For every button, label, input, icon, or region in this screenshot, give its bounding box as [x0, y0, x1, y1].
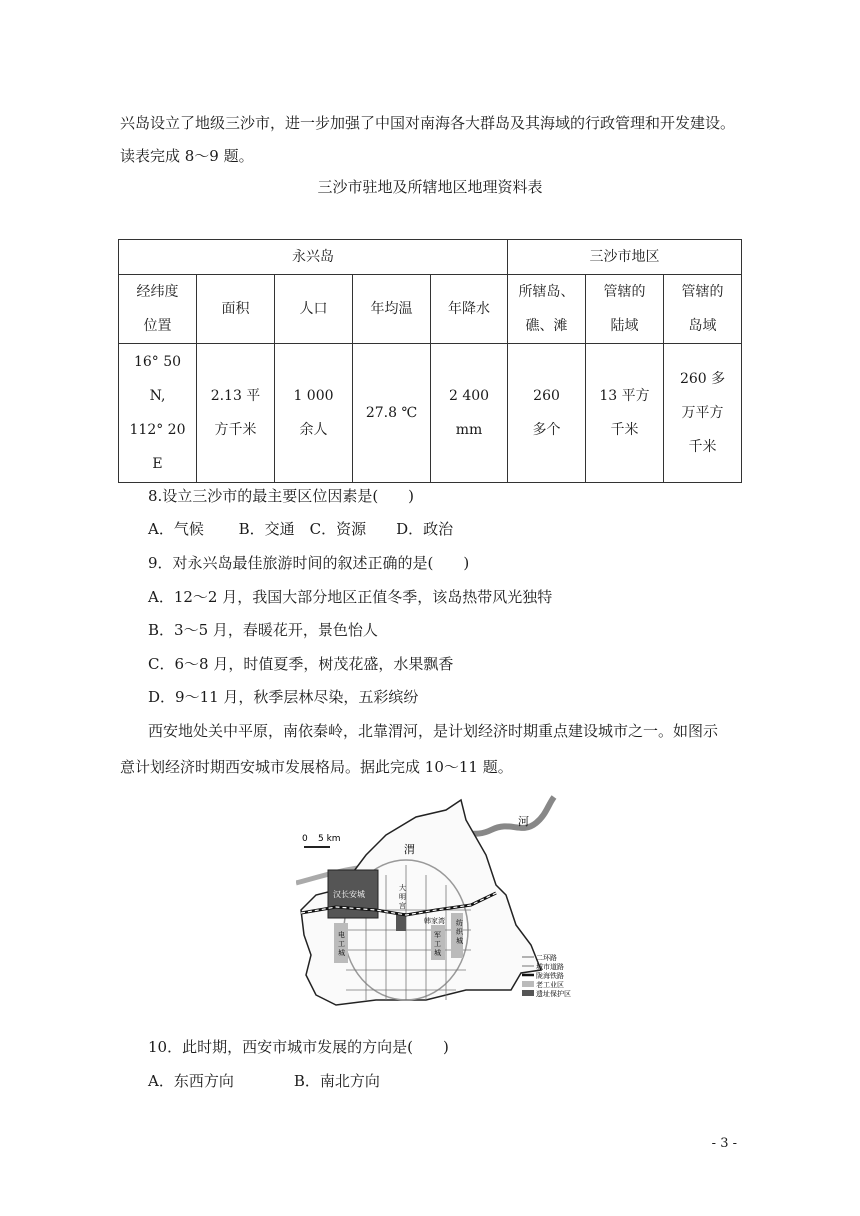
cell-islands: 260 多个 — [508, 344, 586, 483]
label-hanjiawan: 韩家湾 — [424, 917, 445, 925]
river-label-wei: 渭 — [404, 843, 415, 856]
scale-zero: 0 — [302, 834, 308, 844]
svg-text:纺: 纺 — [456, 919, 463, 927]
cell-precipitation: 2 400 mm — [431, 344, 508, 483]
col-header-temperature: 年均温 — [353, 275, 431, 344]
q10-options: A．东西方向 B．南北方向 — [148, 1072, 380, 1090]
river-label-he: 河 — [518, 815, 529, 828]
col-header-population: 人口 — [275, 275, 353, 344]
q9-option-a: A．12～2 月，我国大部分地区正值冬季，该岛热带风光独特 — [148, 588, 553, 606]
col-header-location: 经纬度 位置 — [119, 275, 197, 344]
col-header-land-area: 管辖的 陆域 — [586, 275, 664, 344]
table-title: 三沙市驻地及所辖地区地理资料表 — [317, 178, 543, 196]
q10-stem: 10．此时期，西安市城市发展的方向是( ) — [148, 1038, 449, 1056]
svg-text:城市道路: 城市道路 — [536, 963, 564, 971]
cell-population: 1 000 余人 — [275, 344, 353, 483]
svg-text:工: 工 — [434, 940, 441, 948]
svg-text:织: 织 — [456, 928, 463, 936]
svg-text:城: 城 — [434, 949, 441, 957]
svg-text:城: 城 — [456, 937, 463, 945]
col-header-area: 面积 — [197, 275, 275, 344]
svg-text:工: 工 — [338, 940, 345, 948]
intro-line-2: 读表完成 8～9 题。 — [120, 147, 254, 165]
q8-options: A．气候 B．交通 C．资源 D．政治 — [148, 520, 454, 538]
group-header-sansha: 三沙市地区 — [508, 240, 742, 275]
svg-text:电: 电 — [338, 931, 345, 939]
q9-option-d: D．9～11 月，秋季层林尽染，五彩缤纷 — [148, 688, 419, 706]
svg-text:二环路: 二环路 — [536, 954, 557, 962]
xian-intro-line-1: 西安地处关中平原，南依秦岭，北靠渭河，是计划经济时期重点建设城市之一。如图示 — [148, 722, 719, 740]
svg-text:明: 明 — [399, 893, 406, 901]
q9-stem: 9．对永兴岛最佳旅游时间的叙述正确的是( ) — [148, 554, 470, 572]
col-header-precipitation: 年降水 — [431, 275, 508, 344]
cell-location: 16° 50 N, 112° 20 E — [119, 344, 197, 483]
intro-line-1: 兴岛设立了地级三沙市，进一步加强了中国对南海各大群岛及其海域的行政管理和开发建设。 — [120, 114, 736, 132]
page-number: - 3 - — [711, 1136, 737, 1151]
svg-text:老工业区: 老工业区 — [536, 981, 564, 989]
q9-option-c: C．6～8 月，时值夏季，树茂花盛，水果飘香 — [148, 655, 454, 673]
scale-label: 5 km — [318, 834, 341, 844]
label-han-changan: 汉长安城 — [333, 890, 365, 899]
svg-text:大: 大 — [399, 884, 406, 892]
q9-option-b: B．3～5 月，春暖花开，景色怡人 — [148, 621, 378, 639]
cell-land-area: 13 平方 千米 — [586, 344, 664, 483]
svg-text:城: 城 — [338, 949, 345, 957]
cell-temperature: 27.8 ℃ — [353, 344, 431, 483]
svg-text:陇海铁路: 陇海铁路 — [536, 972, 564, 980]
xian-city-map — [296, 795, 576, 1015]
cell-area: 2.13 平 方千米 — [197, 344, 275, 483]
svg-text:宫: 宫 — [399, 902, 406, 910]
q8-stem: 8.设立三沙市的最主要区位因素是( ) — [148, 487, 415, 505]
col-header-islands: 所辖岛、 礁、滩 — [508, 275, 586, 344]
svg-text:军: 军 — [434, 931, 441, 939]
svg-text:遗址保护区: 遗址保护区 — [536, 990, 571, 998]
geo-data-table — [118, 239, 742, 483]
xian-intro-line-2: 意计划经济时期西安城市发展格局。据此完成 10～11 题。 — [120, 758, 513, 776]
col-header-sea-area: 管辖的 岛域 — [664, 275, 742, 344]
group-header-yongxing: 永兴岛 — [119, 240, 508, 275]
cell-sea-area: 260 多 万平方 千米 — [664, 344, 742, 483]
